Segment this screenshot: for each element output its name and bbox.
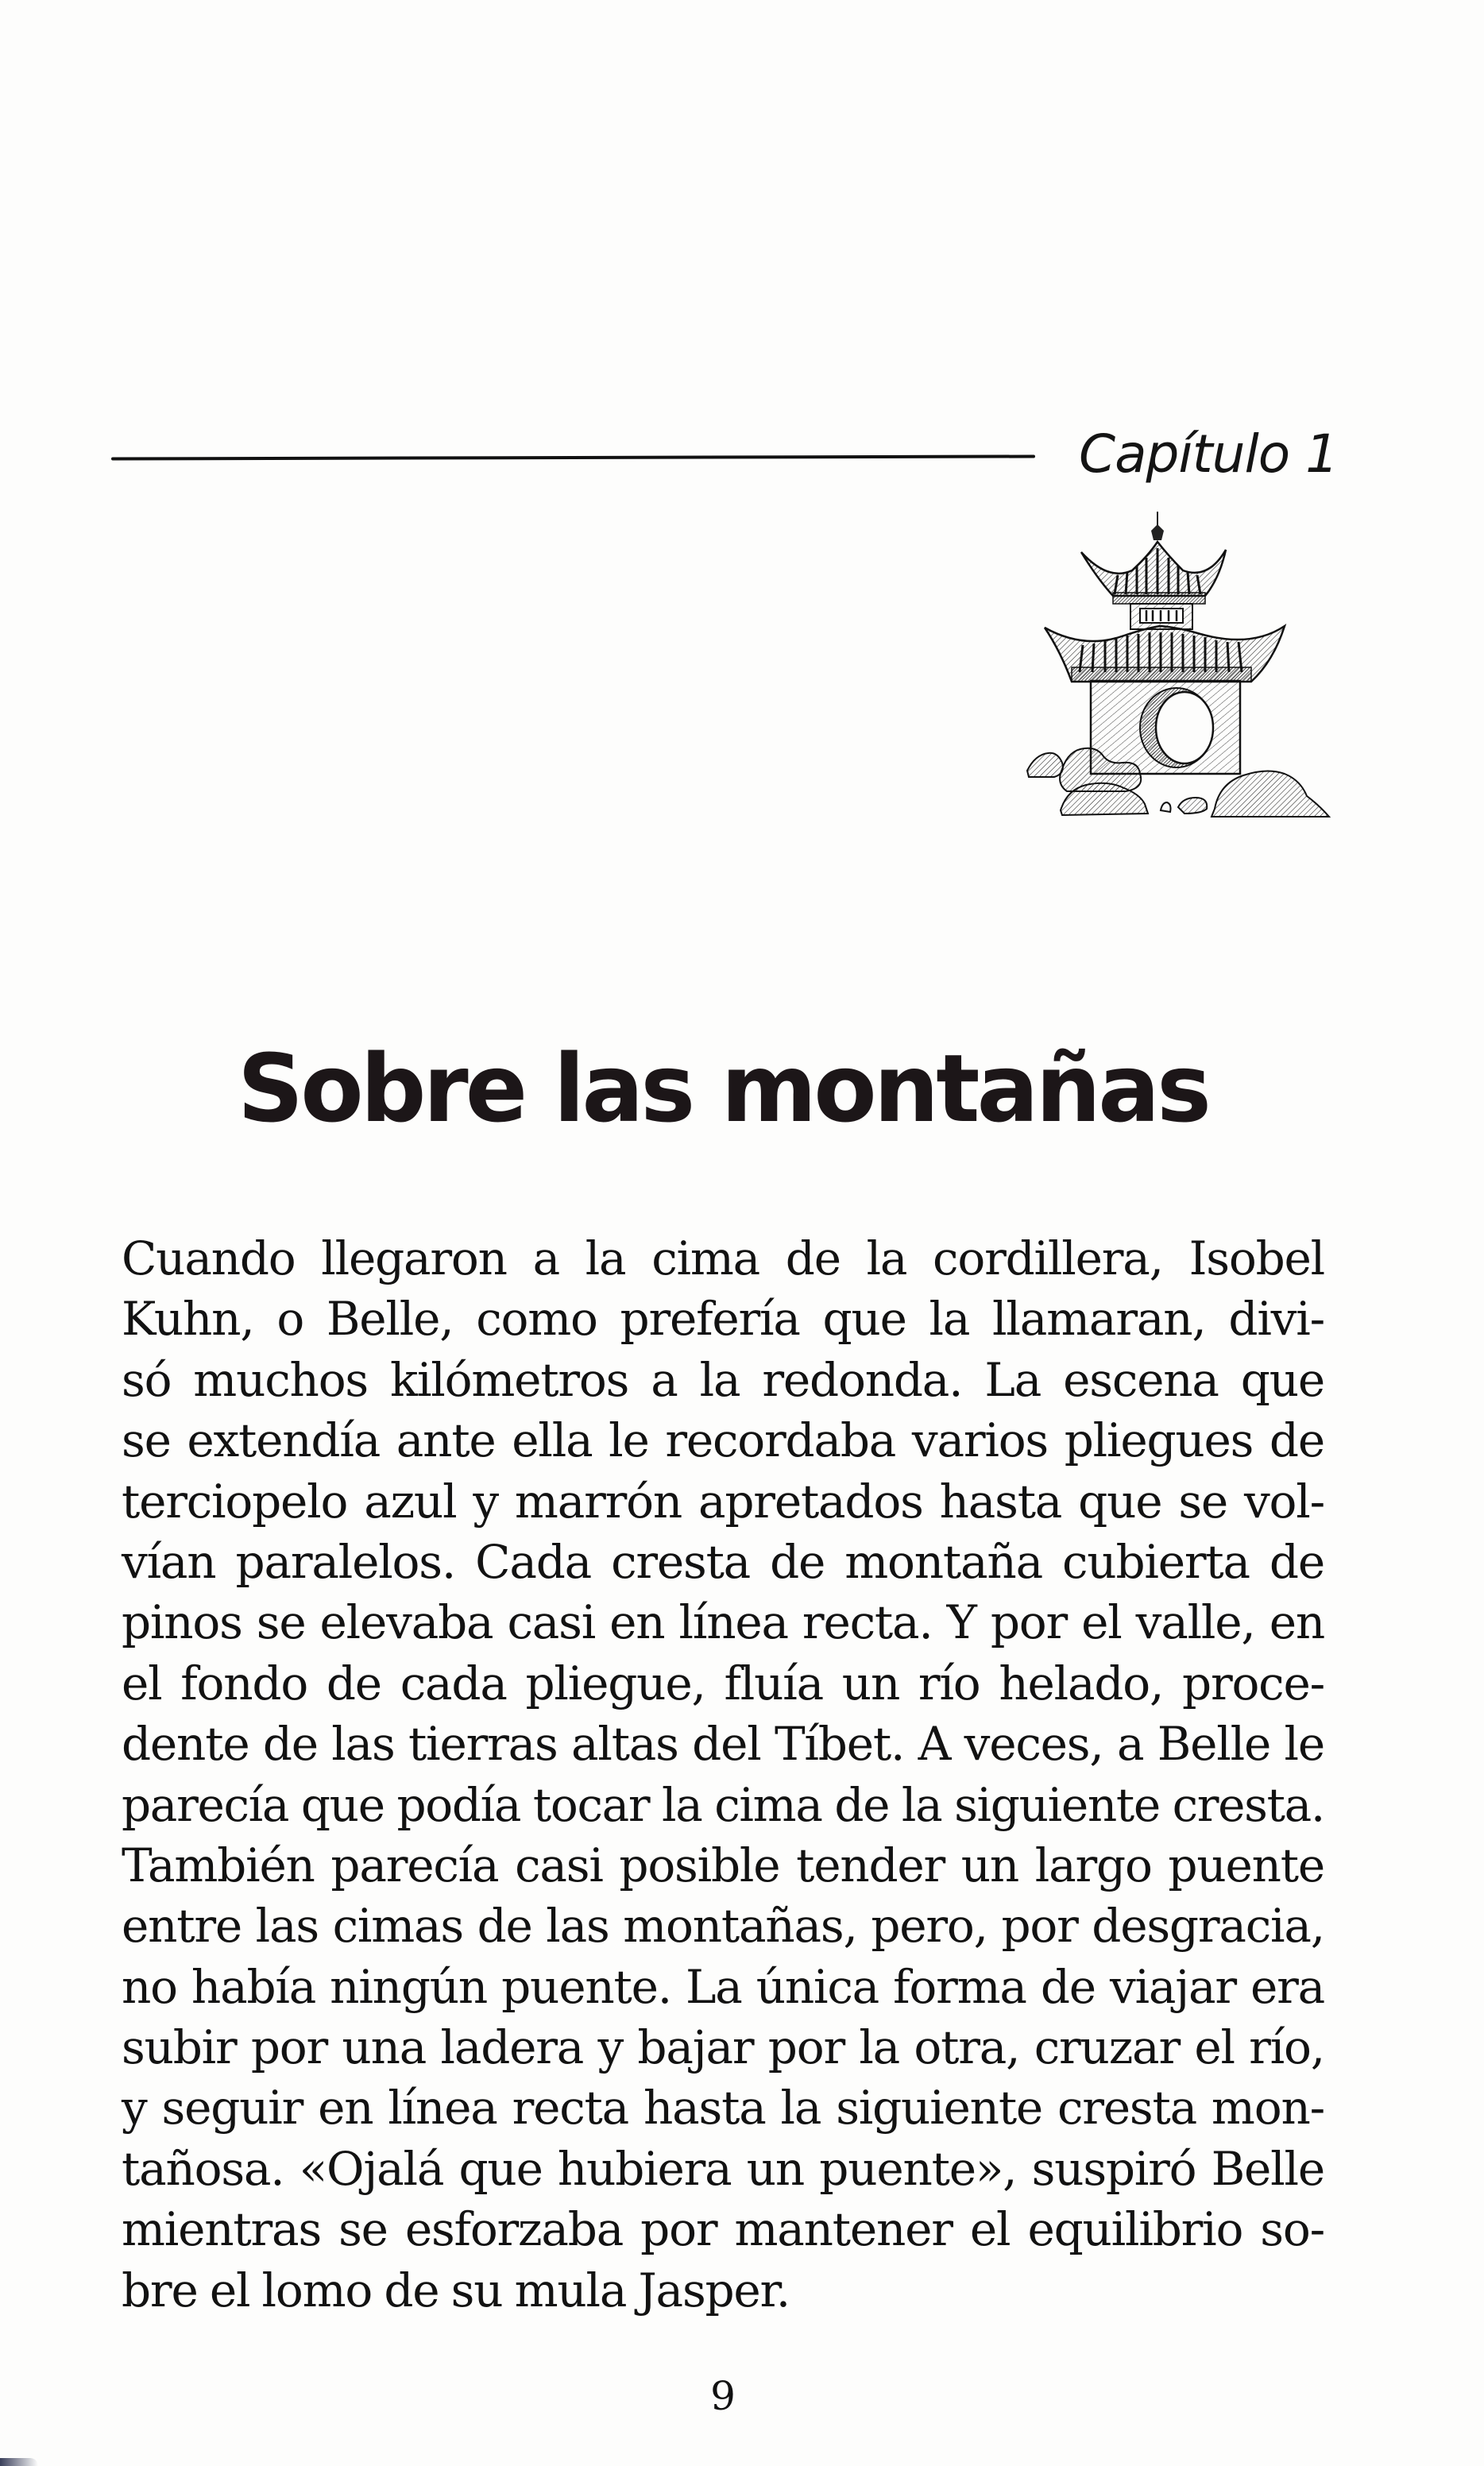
body-line: terciopelo azul y marrón apretados hasta que se vol- [122,1474,1324,1529]
page-number: 9 [710,2373,736,2419]
body-line: no había ningún puente. La única forma de viajar era [122,1959,1324,2014]
pagoda-upper-roof [1081,542,1226,596]
body-line: También parecía casi posible tender un largo puente [122,1838,1324,1892]
pagoda-finial [1151,524,1164,540]
rock-left-small [1027,753,1063,777]
rock-middle-small [1178,798,1207,814]
body-line-last: bre el lomo de su mula Jasper. [122,2263,790,2317]
body-line: subir por una ladera y bajar por la otra, cruzar el río, [122,2020,1324,2075]
body-line: dente de las tierras altas del Tíbet. A veces, a Belle le [122,1717,1324,1772]
pagoda-icon [1021,508,1339,818]
body-line: el fondo de cada pliegue, fluía un río helado, proce- [122,1656,1324,1710]
moongate-opening [1156,692,1213,763]
chapter-rule-divider [111,454,1035,460]
body-paragraph [122,1228,1324,2321]
body-line: se extendía ante ella le recordaba varios pliegues de [122,1413,1324,1468]
chapter-title: Sobre las montañas [237,1034,1209,1143]
body-line: vían paralelos. Cada cresta de montaña cubierta de [122,1534,1324,1589]
body-line: parecía que podía tocar la cima de la siguiente cresta. [122,1777,1324,1832]
body-line: Kuhn, o Belle, como prefería que la llamaran, divi- [122,1292,1324,1347]
body-line: y seguir en línea recta hasta la siguiente cresta mon- [122,2081,1324,2136]
body-line: tañosa. «Ojalá que hubiera un puente», suspiró Belle [122,2141,1324,2196]
body-line: mientras se esforzaba por mantener el equilibrio so- [122,2202,1324,2257]
chapter-label: Capítulo 1 [1079,423,1339,485]
body-line: Cuando llegaron a la cima de la cordillera, Isobel [122,1231,1324,1285]
pagoda-upper-eave-band [1113,593,1205,604]
pagoda-lower-eave-band [1072,667,1251,682]
rock-right-large [1212,771,1329,817]
rock-small-pebble [1161,802,1171,812]
body-line: pinos se elevaba casi en línea recta. Y por el valle, en [122,1595,1324,1650]
body-line: só muchos kilómetros a la redonda. La escena que [122,1352,1324,1407]
page-corner-shadow [0,2458,38,2466]
body-line: entre las cimas de las montañas, pero, por desgracia, [122,1899,1324,1954]
